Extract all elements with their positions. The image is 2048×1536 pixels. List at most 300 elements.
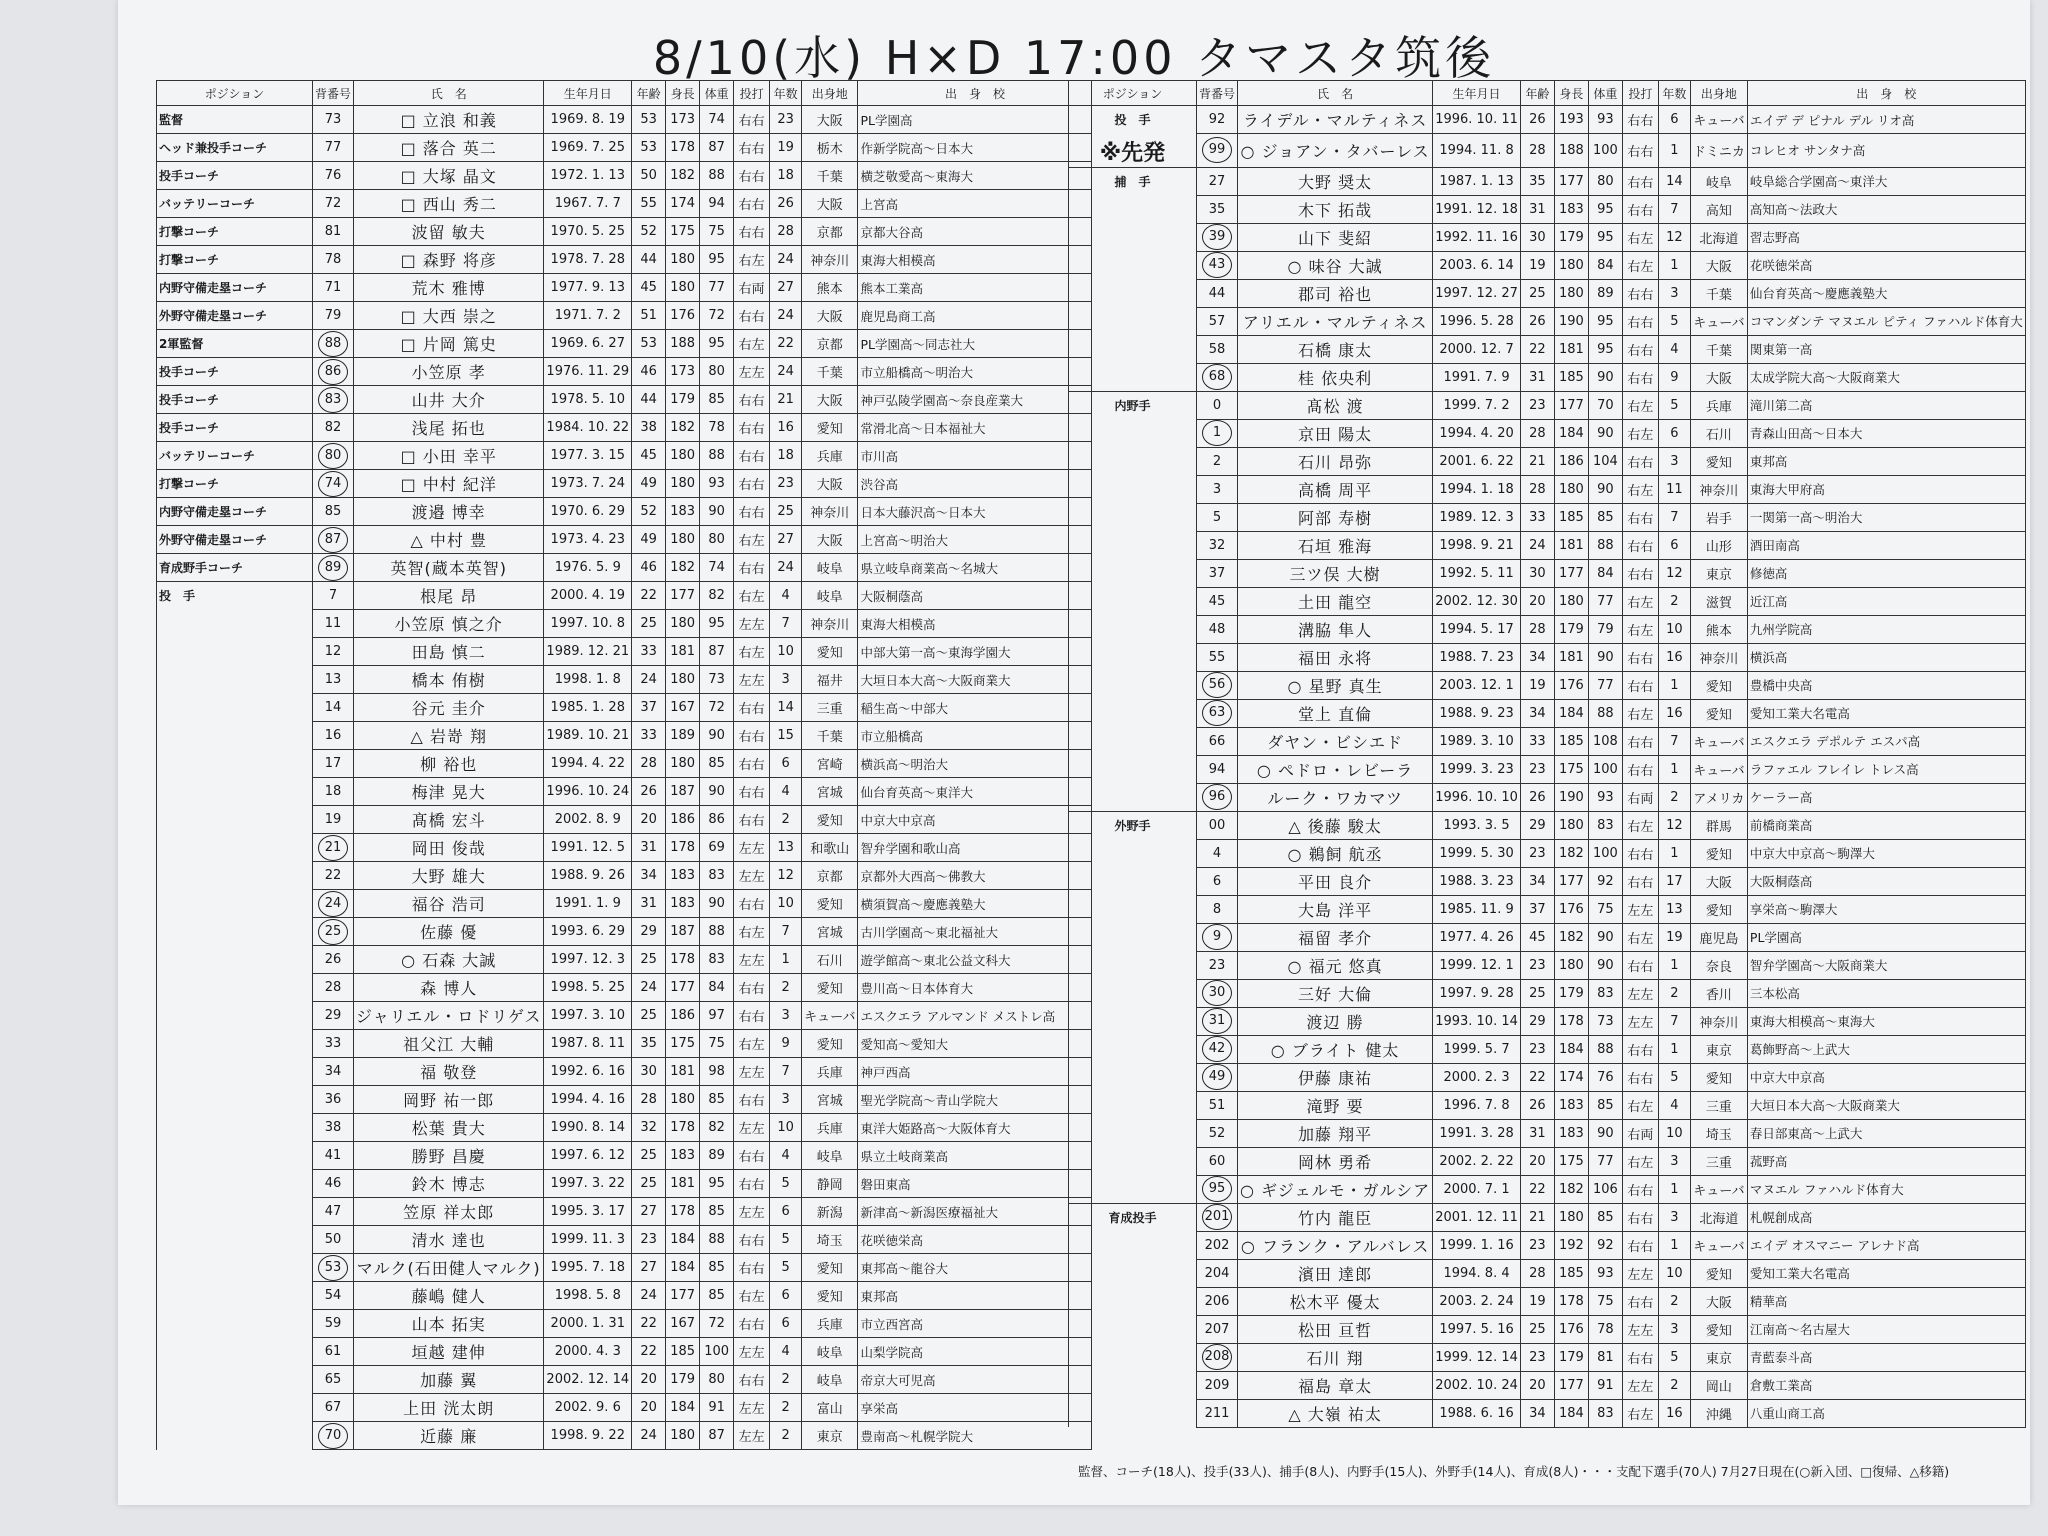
player-number-cell: 50 [313,1226,354,1254]
height-cell: 180 [666,1422,700,1450]
table-row [1069,134,2026,168]
height-cell: 181 [1554,643,1588,671]
years-cell: 1 [1658,1231,1690,1259]
birth-date-cell: 1973. 7. 24 [544,470,632,498]
bat-throw-cell: 右左 [1622,1147,1658,1175]
birth-date-cell: 1997. 5. 16 [1433,1315,1521,1343]
roster-table-left [156,80,1092,1450]
table-row [157,1394,1092,1422]
bat-throw-cell: 右左 [734,918,770,946]
player-name-cell: アリエル・マルティネス [1238,307,1433,335]
table-row [157,806,1092,834]
player-number-cell: 77 [313,134,354,162]
origin-cell: 新潟 [802,1198,858,1226]
origin-cell: 兵庫 [802,1058,858,1086]
height-cell: 182 [666,162,700,190]
player-name-cell: 髙松 渡 [1238,391,1433,419]
table-row [157,1198,1092,1226]
bat-throw-cell: 右左 [1622,223,1658,251]
player-name-cell: 柳 裕也 [354,750,544,778]
position-cell [1069,979,1197,1007]
origin-cell: 東京 [1690,559,1747,587]
age-cell: 19 [1520,251,1554,279]
height-cell: 183 [666,1142,700,1170]
birth-date-cell: 1991. 1. 9 [544,890,632,918]
circled-number: 9 [1202,924,1232,950]
table-row [157,330,1092,358]
school-cell: 関東第一高 [1747,335,2025,363]
school-cell: 常滑北高～日本福祉大 [858,414,1092,442]
player-name-cell: □ 小田 幸平 [354,442,544,470]
table-row [1069,531,2026,559]
years-cell: 6 [1658,419,1690,447]
age-cell: 28 [1520,134,1554,168]
years-cell: 1 [1658,1175,1690,1203]
height-cell: 184 [1554,1399,1588,1427]
age-cell: 53 [632,106,666,134]
school-cell: 中部大第一高～東海学園大 [858,638,1092,666]
birth-date-cell: 1994. 4. 22 [544,750,632,778]
birth-date-cell: 1997. 9. 28 [1433,979,1521,1007]
origin-cell: 岐阜 [802,1366,858,1394]
player-number-cell [313,834,354,862]
player-number-cell: 204 [1197,1259,1238,1287]
position-cell: 監督 [157,106,313,134]
table-row [1069,951,2026,979]
player-number-cell [1197,134,1238,168]
birth-date-cell: 1999. 1. 16 [1433,1231,1521,1259]
player-number-cell: 72 [313,190,354,218]
weight-cell: 87 [700,638,734,666]
position-cell [1069,475,1197,503]
height-cell: 187 [666,918,700,946]
bat-throw-cell: 右右 [734,1254,770,1282]
circled-number: 24 [318,891,348,917]
weight-cell: 88 [700,918,734,946]
birth-date-cell: 1989. 12. 21 [544,638,632,666]
player-number-cell: 3 [1197,475,1238,503]
bat-throw-cell: 左左 [734,1198,770,1226]
height-cell: 181 [666,638,700,666]
birth-date-cell: 1996. 10. 24 [544,778,632,806]
school-cell: 江南高～名古屋大 [1747,1315,2025,1343]
position-cell [1069,727,1197,755]
player-name-cell: ジャリエル・ロドリゲス [354,1002,544,1030]
bat-throw-cell: 右右 [1622,1203,1658,1231]
age-cell: 19 [1520,671,1554,699]
table-row [1069,503,2026,531]
header-position: ポジション [157,81,313,106]
origin-cell: キューバ [1690,307,1747,335]
years-cell: 12 [1658,559,1690,587]
school-cell: 古川学園高～東北福祉大 [858,918,1092,946]
weight-cell: 85 [700,386,734,414]
birth-date-cell: 1969. 7. 25 [544,134,632,162]
weight-cell: 83 [1588,979,1622,1007]
school-cell: 大垣日本大高～大阪商業大 [858,666,1092,694]
player-name-cell: 大野 雄大 [354,862,544,890]
age-cell: 23 [1520,839,1554,867]
height-cell: 180 [666,442,700,470]
player-name-cell: 阿部 寿樹 [1238,503,1433,531]
school-cell: 上宮高～明治大 [858,526,1092,554]
height-cell: 176 [1554,1315,1588,1343]
height-cell: 178 [666,134,700,162]
birth-date-cell: 1970. 5. 25 [544,218,632,246]
origin-cell: キューバ [1690,1175,1747,1203]
years-cell: 12 [770,862,802,890]
birth-date-cell: 1999. 3. 23 [1433,755,1521,783]
school-cell: 神戸弘陵学園高～奈良産業大 [858,386,1092,414]
age-cell: 37 [1520,895,1554,923]
height-cell: 177 [666,1282,700,1310]
table-row [1069,671,2026,699]
height-cell: 179 [666,386,700,414]
player-name-cell: 髙橋 宏斗 [354,806,544,834]
birth-date-cell: 1978. 5. 10 [544,386,632,414]
school-cell: エイデ オスマニー アレナド高 [1747,1231,2025,1259]
table-row [157,190,1092,218]
years-cell: 2 [1658,587,1690,615]
years-cell: 1 [1658,839,1690,867]
birth-date-cell: 1994. 11. 8 [1433,134,1521,168]
header-height: 身長 [1554,81,1588,106]
bat-throw-cell: 右右 [1622,1287,1658,1315]
circled-number: 89 [318,555,348,581]
height-cell: 192 [1554,1231,1588,1259]
table-row [1069,391,2026,419]
player-name-cell: 橋本 侑樹 [354,666,544,694]
height-cell: 180 [1554,279,1588,307]
table-row [1069,727,2026,755]
position-cell [157,890,313,918]
birth-date-cell: 1997. 10. 8 [544,610,632,638]
birth-date-cell: 1996. 10. 11 [1433,106,1521,134]
player-name-cell: 京田 陽太 [1238,419,1433,447]
position-cell: 投手コーチ [157,358,313,386]
weight-cell: 89 [700,1142,734,1170]
age-cell: 20 [1520,1371,1554,1399]
table-row [1069,335,2026,363]
bat-throw-cell: 左左 [734,862,770,890]
player-number-cell [1197,419,1238,447]
bat-throw-cell: 右左 [1622,811,1658,839]
player-name-cell: 三ツ俣 大樹 [1238,559,1433,587]
position-cell [1069,447,1197,475]
position-cell [157,834,313,862]
bat-throw-cell: 右右 [734,162,770,190]
birth-date-cell: 1984. 10. 22 [544,414,632,442]
circled-number: 80 [318,443,348,469]
position-cell [157,918,313,946]
player-name-cell: 加藤 翼 [354,1366,544,1394]
weight-cell: 88 [1588,1035,1622,1063]
school-cell: 享栄高～駒澤大 [1747,895,2025,923]
header-position: ポジション [1069,81,1197,106]
school-cell: 葛飾野高～上武大 [1747,1035,2025,1063]
header-weight: 体重 [1588,81,1622,106]
player-name-cell: 山本 拓実 [354,1310,544,1338]
bat-throw-cell: 右右 [734,890,770,918]
table-row [157,610,1092,638]
bat-throw-cell: 左左 [734,1114,770,1142]
position-cell [1069,839,1197,867]
player-number-cell: 65 [313,1366,354,1394]
birth-date-cell: 1989. 3. 10 [1433,727,1521,755]
years-cell: 23 [770,106,802,134]
bat-throw-cell: 右右 [734,1002,770,1030]
school-cell: 東海大相模高～東海大 [1747,1007,2025,1035]
birth-date-cell: 1999. 5. 7 [1433,1035,1521,1063]
height-cell: 178 [666,1198,700,1226]
years-cell: 23 [770,470,802,498]
player-name-cell: 垣越 建伸 [354,1338,544,1366]
player-number-cell: 19 [313,806,354,834]
birth-date-cell: 1998. 9. 21 [1433,531,1521,559]
age-cell: 52 [632,218,666,246]
origin-cell: 愛知 [1690,1063,1747,1091]
player-name-cell: 三好 大倫 [1238,979,1433,1007]
height-cell: 181 [666,1058,700,1086]
school-cell: 春日部東高～上武大 [1747,1119,2025,1147]
height-cell: 182 [1554,923,1588,951]
player-name-cell: 大島 洋平 [1238,895,1433,923]
header-origin: 出身地 [1690,81,1747,106]
player-number-cell: 32 [1197,531,1238,559]
player-number-cell: 11 [313,610,354,638]
bat-throw-cell: 右右 [1622,195,1658,223]
player-number-cell: 7 [313,582,354,610]
table-row [1069,699,2026,727]
weight-cell: 72 [700,302,734,330]
position-cell [157,1030,313,1058]
years-cell: 11 [1658,475,1690,503]
birth-date-cell: 2000. 12. 7 [1433,335,1521,363]
height-cell: 179 [666,1366,700,1394]
table-row [157,946,1092,974]
weight-cell: 81 [1588,1343,1622,1371]
age-cell: 53 [632,330,666,358]
bat-throw-cell: 左左 [734,610,770,638]
header-row [157,81,1092,106]
player-number-cell: 78 [313,246,354,274]
player-name-cell: 山下 斐紹 [1238,223,1433,251]
origin-cell: 岐阜 [802,554,858,582]
bat-throw-cell: 右右 [734,1142,770,1170]
player-name-cell: 小笠原 慎之介 [354,610,544,638]
table-row [1069,1147,2026,1175]
position-cell [1069,335,1197,363]
player-number-cell: 60 [1197,1147,1238,1175]
height-cell: 185 [1554,363,1588,391]
position-cell [1069,1259,1197,1287]
player-number-cell: 5 [1197,503,1238,531]
bat-throw-cell: 左左 [1622,895,1658,923]
player-number-cell: 41 [313,1142,354,1170]
position-cell [157,1086,313,1114]
age-cell: 22 [1520,335,1554,363]
table-row [1069,1371,2026,1399]
table-row [157,890,1092,918]
player-name-cell: 濱田 達郎 [1238,1259,1433,1287]
position-cell [1069,643,1197,671]
player-number-cell: 12 [313,638,354,666]
player-name-cell: 勝野 昌慶 [354,1142,544,1170]
height-cell: 175 [666,218,700,246]
school-cell: 大阪桐蔭高 [858,582,1092,610]
player-name-cell: ○ 星野 真生 [1238,671,1433,699]
table-row [1069,251,2026,279]
table-row [1069,363,2026,391]
table-row [157,834,1092,862]
table-row [157,162,1092,190]
player-name-cell: ルーク・ワカマツ [1238,783,1433,811]
table-row [1069,1287,2026,1315]
height-cell: 180 [666,526,700,554]
birth-date-cell: 2002. 12. 14 [544,1366,632,1394]
origin-cell: 岐阜 [802,1338,858,1366]
table-row [1069,1203,2026,1231]
birth-date-cell: 1989. 10. 21 [544,722,632,750]
birth-date-cell: 1998. 5. 25 [544,974,632,1002]
birth-date-cell: 1992. 11. 16 [1433,223,1521,251]
years-cell: 24 [770,554,802,582]
origin-cell: 愛知 [802,890,858,918]
bat-throw-cell: 右右 [1622,503,1658,531]
weight-cell: 80 [700,358,734,386]
age-cell: 28 [1520,475,1554,503]
years-cell: 14 [1658,167,1690,195]
weight-cell: 90 [1588,363,1622,391]
bat-throw-cell: 右右 [1622,335,1658,363]
school-cell: 酒田南高 [1747,531,2025,559]
table-row [1069,1091,2026,1119]
position-cell [1069,251,1197,279]
circled-number: 21 [318,835,348,861]
player-number-cell: 207 [1197,1315,1238,1343]
age-cell: 28 [1520,615,1554,643]
age-cell: 31 [1520,195,1554,223]
player-number-cell: 28 [313,974,354,1002]
origin-cell: 大阪 [802,470,858,498]
weight-cell: 84 [1588,559,1622,587]
origin-cell: 宮崎 [802,750,858,778]
bat-throw-cell: 右右 [1622,727,1658,755]
birth-date-cell: 1969. 6. 27 [544,330,632,358]
player-name-cell: 渡邉 博幸 [354,498,544,526]
age-cell: 52 [632,498,666,526]
bat-throw-cell: 左左 [734,358,770,386]
bat-throw-cell: 右右 [1622,531,1658,559]
years-cell: 26 [770,190,802,218]
weight-cell: 73 [700,666,734,694]
table-row [1069,587,2026,615]
weight-cell: 91 [1588,1371,1622,1399]
school-cell: 花咲徳栄高 [1747,251,2025,279]
school-cell: 大阪桐蔭高 [1747,867,2025,895]
table-row [1069,559,2026,587]
position-cell: 外野守備走塁コーチ [157,302,313,330]
age-cell: 28 [1520,1259,1554,1287]
years-cell: 1 [1658,755,1690,783]
player-number-cell: 48 [1197,615,1238,643]
player-number-cell [1197,979,1238,1007]
origin-cell: 愛知 [802,1030,858,1058]
age-cell: 21 [1520,447,1554,475]
years-cell: 2 [770,1394,802,1422]
height-cell: 183 [666,498,700,526]
player-name-cell: 岡田 俊哉 [354,834,544,862]
player-name-cell: □ 大塚 晶文 [354,162,544,190]
header-number: 背番号 [1197,81,1238,106]
player-number-cell: 206 [1197,1287,1238,1315]
origin-cell: 愛知 [802,1254,858,1282]
height-cell: 184 [1554,1035,1588,1063]
school-cell: 岐阜総合学園高～東洋大 [1747,167,2025,195]
height-cell: 189 [666,722,700,750]
player-name-cell: 溝脇 隼人 [1238,615,1433,643]
origin-cell: 大阪 [1690,251,1747,279]
origin-cell: 熊本 [802,274,858,302]
years-cell: 7 [770,1058,802,1086]
header-row [1069,81,2026,106]
age-cell: 35 [632,1030,666,1058]
weight-cell: 74 [700,106,734,134]
weight-cell: 89 [1588,279,1622,307]
school-cell: PL学園高～同志社大 [858,330,1092,358]
bat-throw-cell: 右左 [1622,1399,1658,1427]
header-weight: 体重 [700,81,734,106]
bat-throw-cell: 右右 [734,722,770,750]
player-number-cell: 26 [313,946,354,974]
birth-date-cell: 2002. 12. 30 [1433,587,1521,615]
player-number-cell: 45 [1197,587,1238,615]
position-cell [1069,671,1197,699]
age-cell: 23 [1520,755,1554,783]
bat-throw-cell: 右右 [1622,307,1658,335]
age-cell: 29 [1520,811,1554,839]
table-row [1069,167,2026,195]
origin-cell: 愛知 [1690,699,1747,727]
birth-date-cell: 1999. 12. 14 [1433,1343,1521,1371]
table-row [1069,1035,2026,1063]
origin-cell: 香川 [1690,979,1747,1007]
origin-cell: 神奈川 [1690,475,1747,503]
player-number-cell: 6 [1197,867,1238,895]
weight-cell: 90 [700,498,734,526]
weight-cell: 72 [700,694,734,722]
table-row [157,1422,1092,1450]
height-cell: 184 [1554,419,1588,447]
bat-throw-cell: 左左 [734,1058,770,1086]
weight-cell: 93 [1588,106,1622,134]
school-cell: 東海大甲府高 [1747,475,2025,503]
player-number-cell: 211 [1197,1399,1238,1427]
position-cell [1069,195,1197,223]
bat-throw-cell: 右左 [1622,251,1658,279]
height-cell: 184 [666,1226,700,1254]
player-number-cell [313,890,354,918]
player-number-cell: 61 [313,1338,354,1366]
player-name-cell: 大野 奨太 [1238,167,1433,195]
school-cell: コマンダンテ マヌエル ピティ ファハルド体育大 [1747,307,2025,335]
table-row [1069,783,2026,811]
player-number-cell: 47 [313,1198,354,1226]
origin-cell: 愛知 [1690,671,1747,699]
player-number-cell: 85 [313,498,354,526]
height-cell: 180 [666,750,700,778]
height-cell: 180 [1554,251,1588,279]
